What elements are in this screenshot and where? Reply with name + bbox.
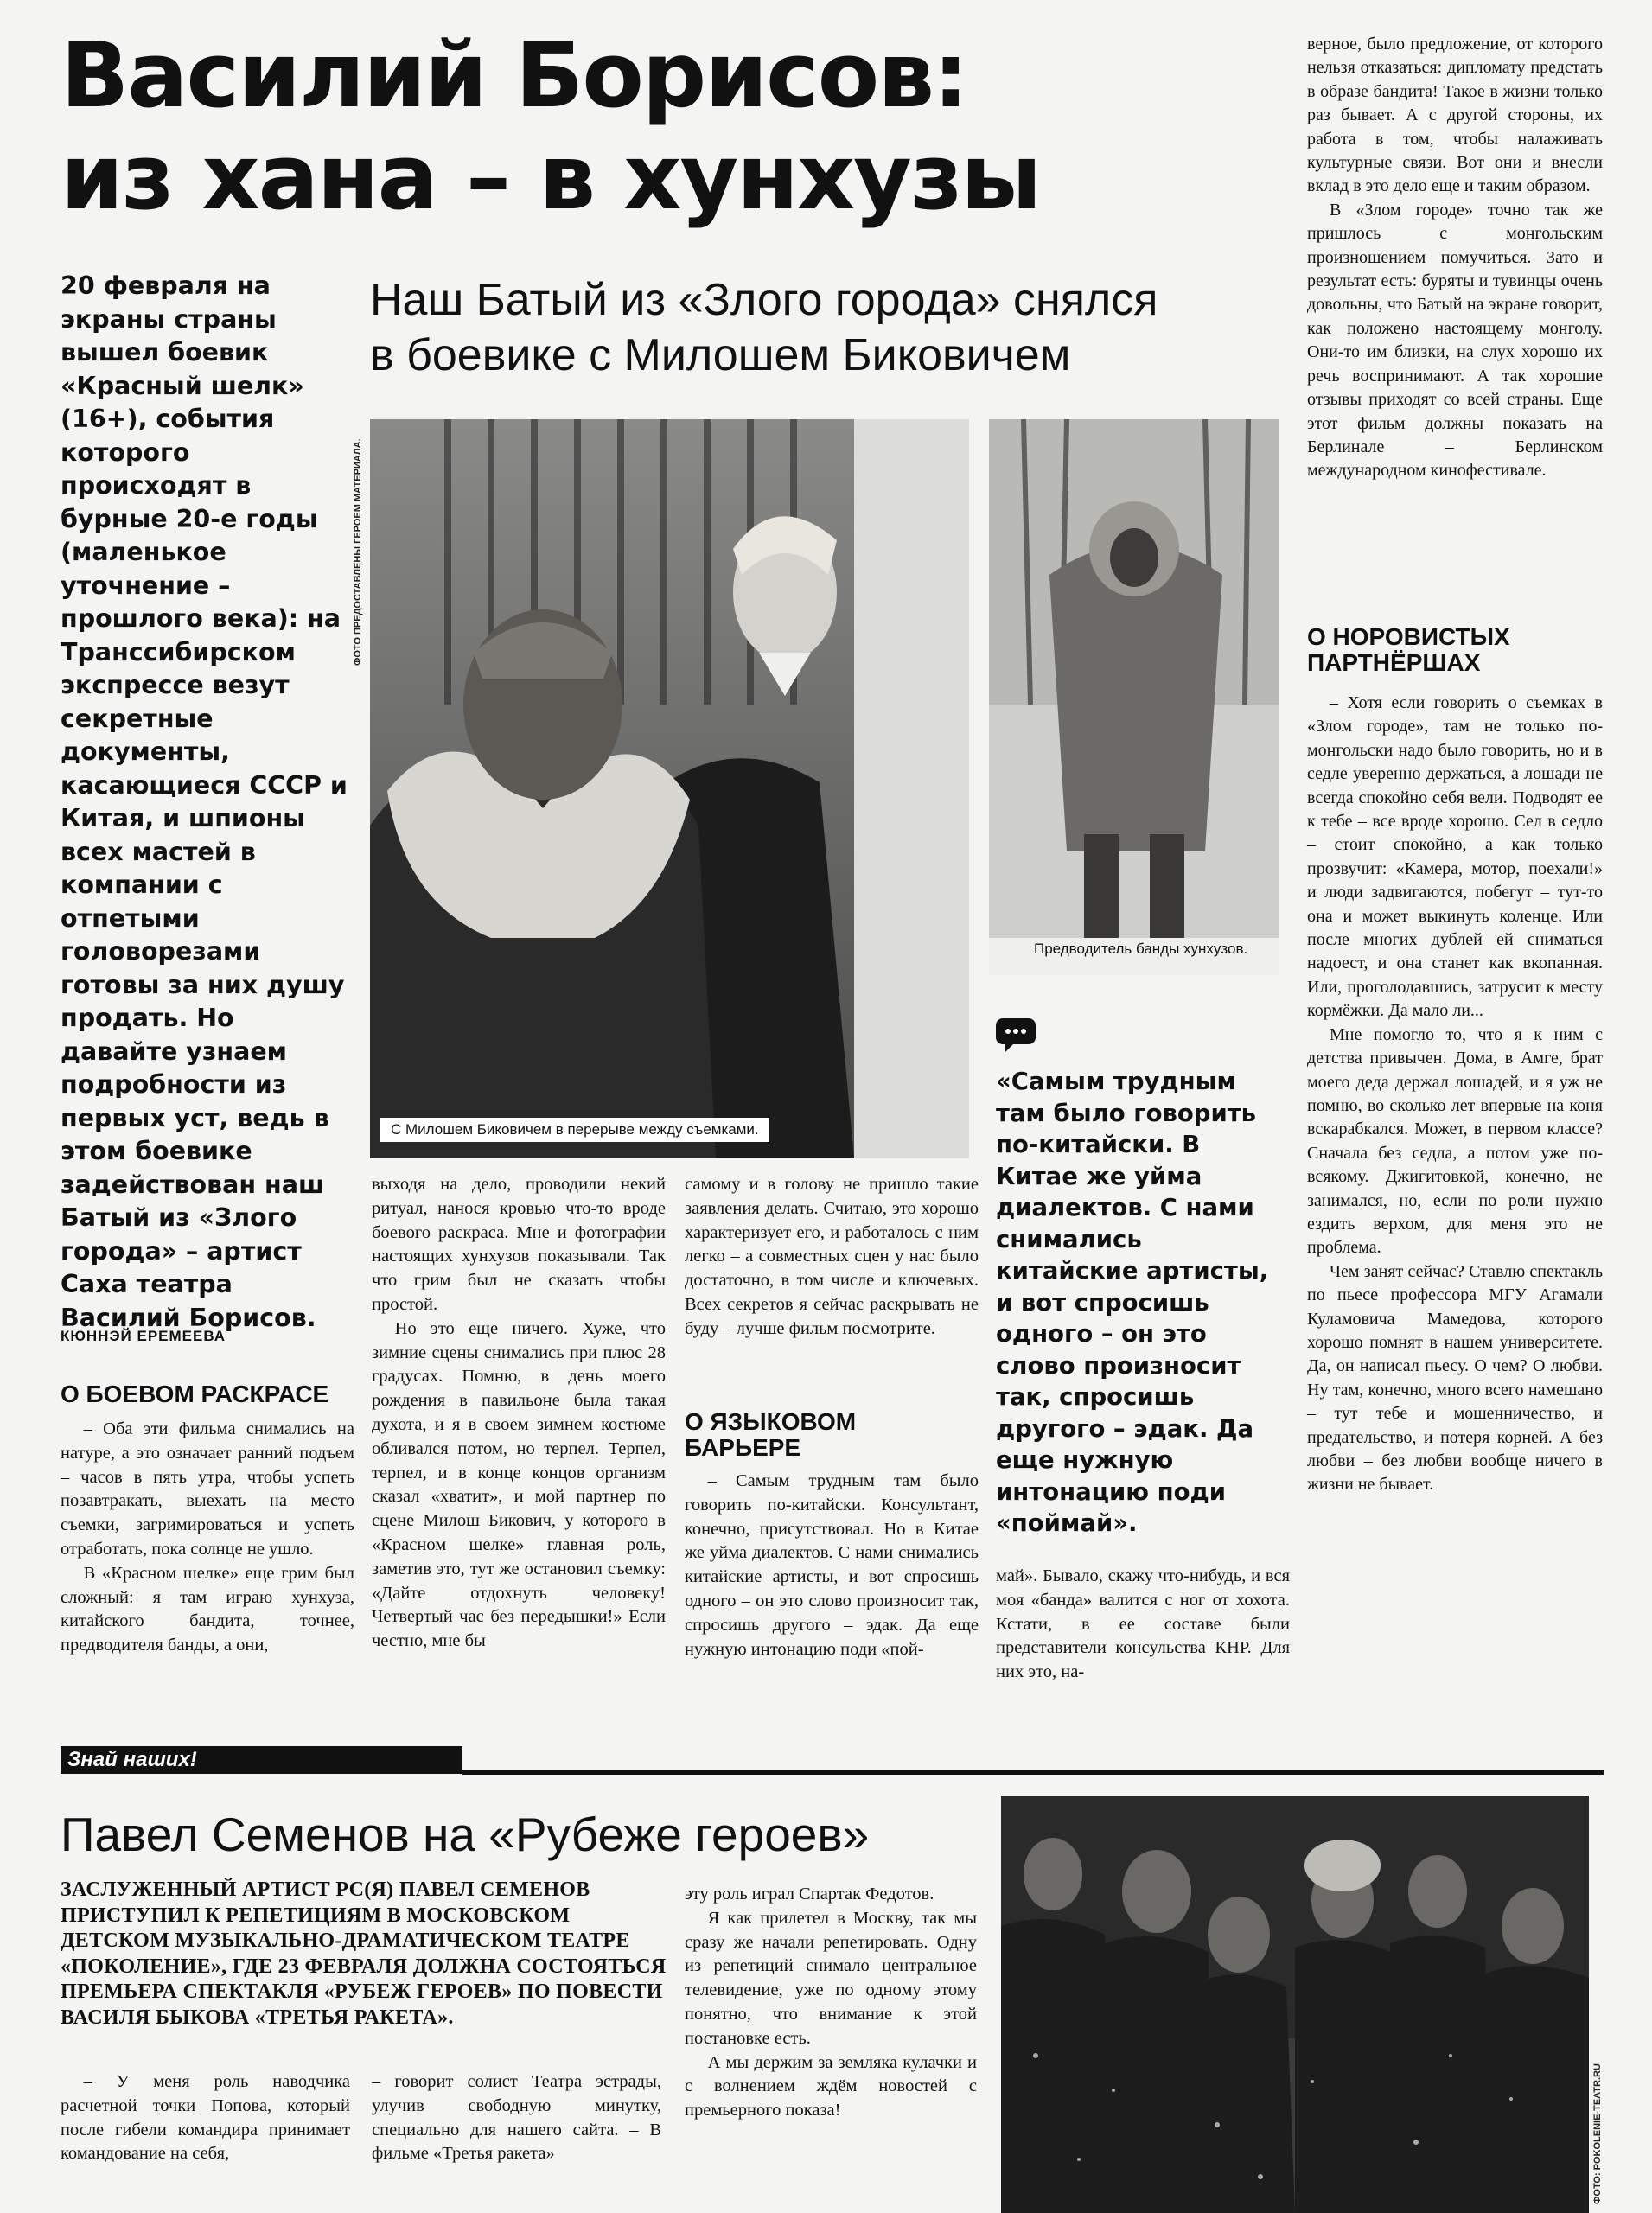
- photo2-image: [989, 419, 1279, 975]
- headline: [61, 24, 1271, 228]
- paragraph: май». Бывало, скажу что-нибудь, и вся моя «банда» валится с ног от хохота. Кстати, в ее составе были представители консульства КНР. Для них это, на-: [996, 1566, 1290, 1682]
- column-5: [1307, 33, 1603, 483]
- column-1: [61, 1418, 354, 1658]
- paragraph: выходя на дело, проводили некий ритуал, нанося кровью что-то вроде боевого раскраса. Мне и фотографии настоящих хунхузов показывали. Так что грим был не сказать чтобы простой.: [372, 1175, 666, 1314]
- paragraph: – Оба эти фильма снимались на натуре, а это означает ранний подъем – часов в пять утра, чтобы успеть позавтракать, выехать на место съемки, загримироваться и успеть отработать, пока солнце не ушло.: [61, 1419, 354, 1559]
- paragraph: Чем занят сейчас? Ставлю спектакль по пьесе профессора МГУ Агамали Куламовича Мамедова, которого хорошо помнят в нашем университете. Да, он написал пьесу. О чем? О любви. Ну там, конечно, много всего намешано – тут тебе и мошенничество, и предательство, и потеря корней. А без любви – без любви вообще ничего в жизни не бывает.: [1307, 1261, 1603, 1495]
- photo3-image: [1001, 1796, 1589, 2213]
- headline-line-2: из хана – в хунхузы: [61, 124, 1041, 230]
- paragraph: Мне помогло то, что я к ним с детства привычен. Дома, в Амге, брат моего деда держал лошадей, и я уж не помню, во сколько лет впервые на коня вскарабкался. Может, в первом классе? Сначала без седла, а потом уже по-всякому. Джигитовкой, конечно, не занимался, но, если по роли нужно ездить верхом, для меня это не проблема.: [1307, 1024, 1603, 1258]
- article2-column-3: [685, 1883, 977, 2123]
- article-lead: 20 февраля на экраны страны вышел боевик «Красный шелк» (16+), события которого происходят в бурные 20-е годы (маленькое уточнение – прошлого века): на Транссибирском экспрессе везут секретные документы, касающиеся СССР и Китая, и шпионы всех мастей в компании с отпетыми головорезами готовы за них душу продать. Но давайте узнаем подробности из первых уст, ведь в этом боевике задействован наш Батый из «Злого города» – артист Саха театра Василий Борисов.: [61, 271, 348, 1332]
- section-heading-horses: О НОРОВИСТЫХ ПАРТНЁРШАХ: [1307, 623, 1510, 676]
- column-4: [996, 1565, 1290, 1685]
- speech-bubble-icon: [996, 1018, 1036, 1053]
- paragraph: В «Злом городе» точно так же пришлось с монгольским произношением помучиться. Зато и результат есть: буряты и тувинцы очень довольны, что Батый на экране говорит, как положено настоящему монголу. Они-то им близки, на слух хорошо их речь воспринимают. А так хорошие отзывы приходят со всей страны. Еще этот фильм должны показать на Берлинале – Берлинском международном кинофестивале.: [1307, 200, 1603, 481]
- photo-bandit-leader: [989, 419, 1279, 975]
- photo-image: [370, 419, 969, 1158]
- paragraph: – Хотя если говорить о съемках в «Злом городе», там не только по-монгольски надо было говорить, но и в седле уверенно держаться, а лошади не всегда спокойно себя вели. Подводят ее к тебе – все вроде хорошо. Сел в седло – стоит спокойно, а как только прозвучит: «Камера, мотор, поехали!» и люди задвигаются, побегут – тут-то она и может выкинуть коленце. Или после многих дублей ей сниматься надоест, и она станет как вкопанная. Или, проголодавшись, затрусит к месту кормёжки. Да мало ли...: [1307, 693, 1603, 1021]
- section-tag: Знай наших!: [61, 1746, 462, 1774]
- column-5-continued: [1307, 692, 1603, 1497]
- section-divider: [462, 1770, 1604, 1775]
- subheadline-line-2: в боевике с Милошем Биковичем: [370, 330, 1071, 380]
- photo2-caption: Предводитель банды хунхузов.: [1034, 941, 1248, 957]
- section-heading-language-barrier: О ЯЗЫКОВОМ БАРЬЕРЕ: [685, 1408, 857, 1461]
- paragraph: Я как прилетел в Москву, так мы сразу же начали репетировать. Одну из репетиций снимало центральное телевидение, уже по одному этому понятно, что внимание к этой постановке есть.: [685, 1908, 977, 2048]
- paragraph: эту роль играл Спартак Федотов.: [685, 1885, 934, 1904]
- photo1-caption: С Милошем Биковичем в перерыве между съемками.: [380, 1118, 769, 1142]
- pull-quote: «Самым трудным там было говорить по-китайски. В Китае же уйма диалектов. С нами снимались китайские артисты, и вот спросишь одного – он это слово произносит так, спросишь другого – эдак. Да еще нужную интонацию поди «поймай».: [996, 1068, 1269, 1537]
- subheadline: [370, 272, 1269, 383]
- subheadline-line-1: Наш Батый из «Злого города» снялся: [370, 275, 1158, 325]
- article2-headline: Павел Семенов на «Рубеже героев»: [61, 1808, 870, 1861]
- paragraph: А мы держим за земляка кулачки и с волнением ждём новостей с премьерного показа!: [685, 2052, 977, 2121]
- headline-line-1: Василий Борисов:: [61, 22, 967, 128]
- paragraph: Но это еще ничего. Хуже, что зимние сцены снимались при плюс 28 градусах. Помню, в день моего рождения в павильоне была такая духота, и я в своем зимнем костюме обливался потом, но терпел. Терпел, терпел, и в конце концов организм сказал «хватит», и мой партнер по сцене Милош Бикович, у которого в «Красном шелке» главная роль, заметив это, тут же остановил съемку: «Дайте отдохнуть человеку! Четвертый час без передышки!» Если честно, мне бы: [372, 1318, 666, 1651]
- paragraph: – говорит солист Театра эстрады, улучив свободную минутку, специально для нашего сайта. – В фильме «Третья ракета»: [372, 2072, 661, 2164]
- photo-credit: ФОТО ПРЕДОСТАВЛЕНЫ ГЕРОЕМ МАТЕРИАЛА.: [353, 438, 363, 666]
- article2-column-2: [372, 2070, 661, 2166]
- section-heading-war-paint: О БОЕВОМ РАСКРАСЕ: [61, 1381, 329, 1407]
- photo-actors-on-set: [370, 419, 969, 1158]
- paragraph: В «Красном шелке» еще грим был сложный: я там играю хунхуза, китайского бандита, точнее, предводителя банды, а они,: [61, 1563, 354, 1655]
- paragraph: – У меня роль наводчика расчетной точки Попова, который после гибели командира принимает командование на себя,: [61, 2072, 350, 2164]
- photo-theatre-cast: [1001, 1796, 1589, 2213]
- column-3-continued: [685, 1470, 979, 1661]
- paragraph: верное, было предложение, от которого нельзя отказаться: дипломату предстать в образе бандита! Такое в жизни только раз бывает. А с другой стороны, их работа в том, чтобы налаживать культурные связи. Вот они и внесли вклад в это дело еще и таким образом.: [1307, 35, 1603, 196]
- column-2: [372, 1173, 666, 1654]
- paragraph: – Самым трудным там было говорить по-китайски. Консультант, конечно, присутствовал. Но в Китае же уйма диалектов. С нами снимались китайские артисты, и вот спросишь одного – он это слово произносит так, спросишь другого – эдак. Да еще нужную интонацию поди «пой-: [685, 1471, 979, 1659]
- article2-column-1: [61, 2070, 350, 2166]
- photo3-credit: ФОТО: POKOLENIE-TEATR.RU: [1592, 2063, 1603, 2204]
- paragraph: самому и в голову не пришло такие заявления делать. Считаю, это хорошо характеризует его, и работалось с ним легко – а совместных сцен у нас было достаточно, в том числе и ключевых. Всех секретов я сейчас раскрывать не буду – лучше фильм посмотрите.: [685, 1175, 979, 1338]
- column-3: [685, 1173, 979, 1342]
- author-byline: КЮННЭЙ ЕРЕМЕЕВА: [61, 1328, 226, 1344]
- article2-lead: ЗАСЛУЖЕННЫЙ АРТИСТ РС(Я) ПАВЕЛ СЕМЕНОВ ПРИСТУПИЛ К РЕПЕТИЦИЯМ В МОСКОВСКОМ ДЕТСКОМ МУЗЫКАЛЬНО-ДРАМАТИЧЕСКОМ ТЕАТРЕ «ПОКОЛЕНИЕ», ГДЕ 23 ФЕВРАЛЯ ДОЛЖНА СОСТОЯТЬСЯ ПРЕМЬЕРА СПЕКТАКЛЯ «РУБЕЖ ГЕРОЕВ» ПО ПОВЕСТИ ВАСИЛЯ БЫКОВА «ТРЕТЬЯ РАКЕТА».: [61, 1878, 667, 2029]
